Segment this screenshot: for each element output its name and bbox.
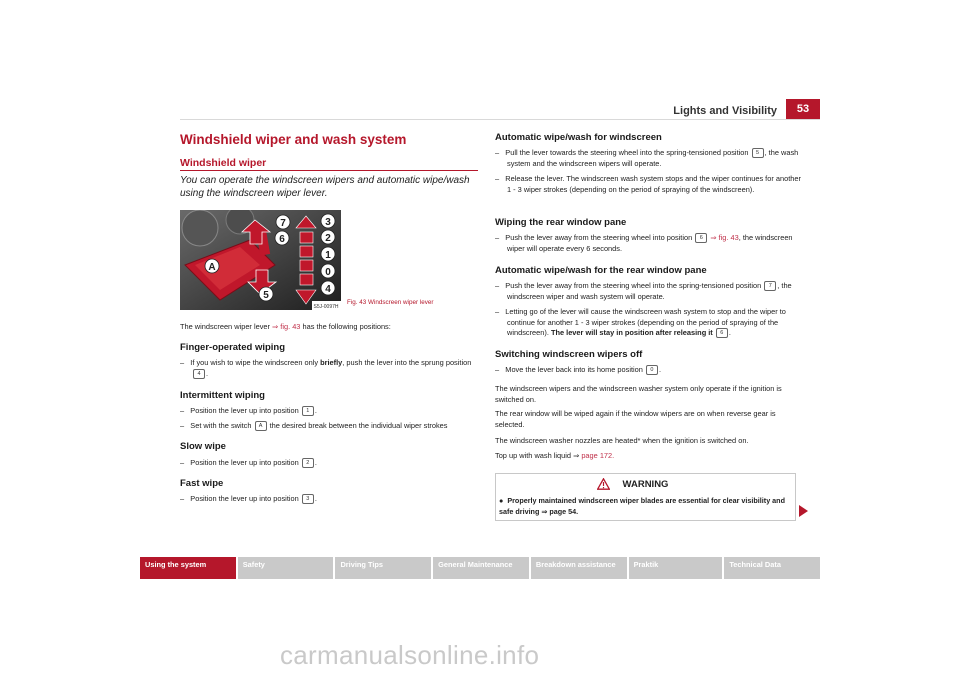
continue-arrow-icon (799, 505, 808, 517)
chapter-nav (140, 557, 820, 579)
tab-breakdown-assistance[interactable]: Breakdown assistance (531, 557, 627, 579)
auto-wipe-step-2: – Release the lever. The windscreen wash system stops and the wiper continues for another 1 - 3 wiper strokes (depending on the period of spraying of the windscreen). (495, 174, 801, 194)
tab-driving-tips[interactable]: Driving Tips (335, 557, 431, 579)
rear-auto-wipe-title: Automatic wipe/wash for the rear window pane (495, 265, 707, 276)
position-badge: 7 (764, 281, 776, 291)
callout-6: 6 (279, 234, 285, 245)
tab-praktik[interactable]: Praktik (629, 557, 723, 579)
ignition-note: The windscreen wipers and the windscreen washer system only operate if the ignition is switched on. (495, 384, 782, 404)
intermittent-step-1: – Position the lever up into position 1 . (180, 406, 317, 415)
switch-badge: A (255, 421, 267, 431)
section-title: Windshield wiper (180, 157, 267, 169)
position-badge: 4 (193, 369, 205, 379)
header-rule (180, 119, 820, 120)
fig-43-link[interactable]: fig. 43 (280, 322, 301, 331)
warning-box (495, 473, 796, 521)
position-badge: 6 (716, 328, 728, 338)
section-rule (180, 170, 478, 171)
tab-safety[interactable]: Safety (238, 557, 334, 579)
bullet-icon: ● (499, 496, 504, 505)
callout-a: A (208, 262, 216, 273)
fig-43-link[interactable]: fig. 43 (718, 233, 739, 242)
intermittent-step-2: – Set with the switch A the desired break between the individual wiper strokes (180, 421, 448, 430)
figure-caption: Fig. 43 Windscreen wiper lever (347, 299, 434, 306)
watermark: carmanualsonline.info (280, 640, 540, 670)
position-badge: 0 (646, 365, 658, 375)
callout-0: 0 (325, 267, 331, 278)
position-badge: 6 (695, 233, 707, 243)
slow-wipe-step: – Position the lever up into position 2 . (180, 458, 317, 467)
tab-technical-data[interactable]: Technical Data (724, 557, 820, 579)
callout-3: 3 (325, 217, 331, 228)
auto-wipe-step-1: – Pull the lever towards the steering wheel into the spring-tensioned position 5 , the wash system and the windscreen wipers will operate. (495, 148, 799, 168)
rear-auto-wipe-step-1: – Push the lever away from the steering wheel into the spring-tensioned position 7 , the windscreen wiper and wash system will operate. (495, 281, 792, 301)
section-intro: You can operate the windscreen wipers and automatic wipe/wash using the windscreen wiper lever. (180, 175, 470, 199)
callout-1: 1 (325, 250, 331, 261)
warning-title: WARNING (622, 479, 669, 490)
chapter-title: Windshield wiper and wash system (180, 132, 407, 147)
finger-wiping-step: – If you wish to wipe the windscreen only briefly, push the lever into the sprung position 4 . (180, 358, 472, 378)
tab-using-the-system[interactable]: Using the system (140, 557, 236, 579)
warning-text: ● Properly maintained windscreen wiper blades are essential for clear visibility and safe driving ⇒ page 54. (499, 496, 785, 516)
callout-4: 4 (325, 284, 331, 295)
position-badge: 3 (302, 494, 314, 504)
wipers-off-title: Switching windscreen wipers off (495, 349, 643, 360)
tab-general-maintenance[interactable]: General Maintenance (433, 557, 529, 579)
page-172-link[interactable]: page 172. (579, 451, 615, 460)
page-number: 53 (786, 99, 820, 119)
finger-wiping-title: Finger-operated wiping (180, 342, 286, 353)
rear-wipe-title: Wiping the rear window pane (495, 217, 627, 228)
wiper-lever-illustration (180, 210, 341, 310)
figure-code: S5J-0097H (313, 304, 339, 310)
callout-7: 7 (280, 218, 286, 229)
callout-5: 5 (263, 290, 269, 301)
rear-wipe-step: – Push the lever away from the steering wheel into position 6 ⇒ fig. 43, the windscreen wiper will operate every 6 seconds. (495, 233, 793, 253)
position-badge: 1 (302, 406, 314, 416)
fast-wipe-step: – Position the lever up into position 3 . (180, 494, 317, 503)
wipers-off-step: – Move the lever back into its home position 0 . (495, 365, 662, 374)
topup-note: Top up with wash liquid ⇒ page 172. (495, 451, 615, 460)
auto-wipe-title: Automatic wipe/wash for windscreen (495, 132, 662, 143)
position-badge: 5 (752, 148, 764, 158)
page-54-link[interactable]: page 54. (547, 506, 579, 516)
heated-nozzles-note: The windscreen washer nozzles are heated* when the ignition is switched on. (495, 436, 749, 445)
intermittent-wiping-title: Intermittent wiping (180, 390, 265, 401)
lead-paragraph: The windscreen wiper lever ⇒ fig. 43 has the following positions: (180, 322, 391, 331)
running-header-title: Lights and Visibility (673, 105, 777, 117)
rear-auto-wipe-step-2: – Letting go of the lever will cause the windscreen wash system to stop and the wiper to continue for another 1 - 3 wiper strokes (depending on the period of spraying of the windscreen). The lever will stay in position after releasing it 6 . (495, 307, 786, 337)
reverse-gear-note: The rear window will be wiped again if the window wipers are on when reverse gear is selected. (495, 409, 776, 429)
fast-wipe-title: Fast wipe (180, 478, 224, 489)
callout-2: 2 (325, 233, 331, 244)
position-badge: 2 (302, 458, 314, 468)
slow-wipe-title: Slow wipe (180, 441, 226, 452)
wiper-lever-figure (180, 210, 341, 310)
